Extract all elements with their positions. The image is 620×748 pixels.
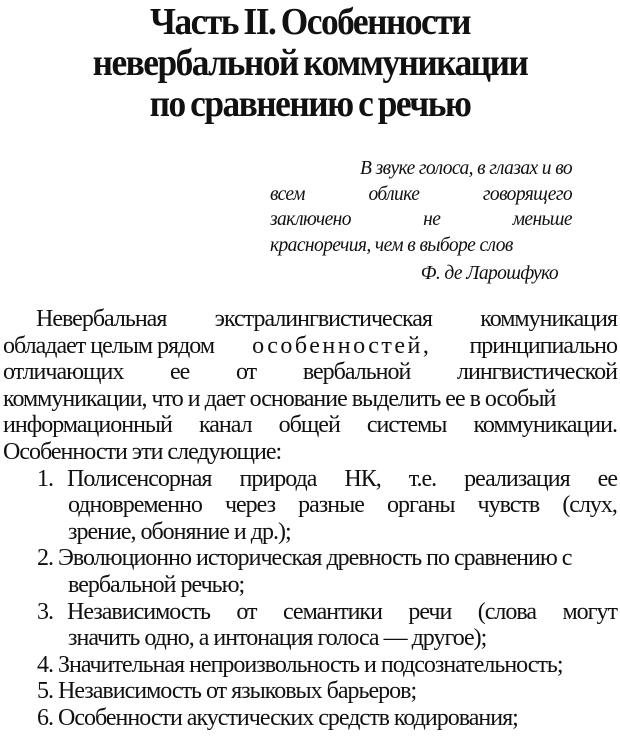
word: ее — [170, 359, 190, 386]
word: Невербальная — [36, 306, 167, 332]
epigraph-word: всем — [270, 183, 305, 205]
word: через — [224, 492, 276, 519]
epigraph-word: не — [423, 209, 441, 230]
word: чувств — [477, 492, 540, 519]
word: т.е. — [408, 465, 437, 492]
list-item-continuation — [3, 625, 617, 652]
text-segment: Особенности эти следующие: — [3, 438, 282, 465]
word: органы — [386, 492, 455, 519]
list-item-1 — [3, 466, 617, 493]
list-item-4: 4. Значительная непроизвольность и подсознательность; — [37, 651, 563, 678]
text-segment: зрение, обоняние и др.); — [68, 518, 291, 545]
text-segment: вербальной речью; — [68, 571, 245, 598]
word: лингвистической — [457, 359, 617, 386]
text-segment: коммуникации, что и дает основание выделить ее в особый — [3, 385, 556, 412]
word: разные — [298, 492, 364, 519]
word: речи — [408, 598, 452, 625]
title-line-2: невербальной коммуникации — [92, 42, 528, 84]
paragraph-line — [3, 333, 617, 360]
word: НК, — [344, 465, 381, 492]
body-text — [3, 306, 617, 732]
word: (слух, — [562, 492, 617, 519]
word: реализация — [464, 465, 570, 492]
paragraph-line — [3, 439, 617, 466]
paragraph-line — [3, 359, 617, 386]
list-number: 1. — [37, 465, 53, 492]
paragraph-line — [3, 306, 617, 333]
epigraph-word: заключено — [270, 209, 351, 230]
paragraph-line — [3, 386, 617, 413]
chapter-title — [22, 0, 599, 125]
word: (слова — [477, 598, 537, 625]
word: Независимость — [67, 598, 210, 625]
title-line-3: по сравнению с речью — [149, 83, 471, 125]
word: вербальной — [302, 359, 411, 386]
word: могут — [562, 598, 617, 625]
word: канал — [198, 412, 252, 439]
text-segment: значить одно, а интонация голоса — другое); — [68, 625, 487, 652]
word: природа — [239, 465, 317, 492]
list-item-2: 2. Эволюционно историческая древность по сравнению с — [37, 545, 572, 572]
text-segment: обладает целым рядом — [3, 332, 215, 359]
word: Полисенсорная — [67, 465, 212, 492]
list-item-first-line — [67, 599, 617, 626]
word: системы — [366, 412, 447, 439]
epigraph-text: В звуке голоса, в глазах и во — [360, 158, 572, 179]
list-item-5: 5. Независимость от языковых барьеров; — [37, 678, 417, 705]
paragraph-line — [3, 412, 617, 439]
title-line-1: Часть II. Особенности — [150, 1, 470, 43]
word: коммуникации. — [473, 412, 617, 439]
text-segment: принципиально — [469, 332, 617, 359]
word: семантики — [282, 598, 382, 625]
epigraph-line-3 — [270, 207, 572, 233]
epigraph-word: говорящего — [482, 183, 572, 205]
word: от — [236, 359, 257, 386]
word: коммуникация — [480, 306, 617, 332]
epigraph-line-1 — [270, 156, 572, 182]
epigraph-author: Ф. де Ларошфуко — [420, 263, 558, 284]
word: от — [236, 598, 257, 625]
list-item-3 — [3, 599, 617, 626]
word: одновременно — [68, 492, 202, 519]
word: отличающих — [3, 359, 124, 386]
list-item-continuation — [3, 519, 617, 546]
word: общей — [278, 412, 340, 439]
list-item-continuation — [3, 492, 617, 519]
epigraph-word: облике — [368, 183, 420, 205]
list-item-first-line — [67, 466, 617, 493]
emphasized-word: особенностей, — [252, 332, 432, 359]
epigraph-word: меньше — [512, 209, 572, 230]
epigraph-text: красноречия, чем в выборе слов — [270, 234, 513, 256]
epigraph — [270, 156, 572, 287]
word: информационный — [3, 412, 172, 439]
list-item-continuation — [3, 572, 617, 599]
list-number: 3. — [37, 598, 53, 625]
epigraph-line-4 — [270, 233, 572, 259]
word: экстралингвистическая — [214, 306, 432, 332]
epigraph-line-2 — [270, 182, 572, 208]
word: ее — [597, 465, 617, 492]
list-item-6: 6. Особенности акустических средств кодирования; — [37, 704, 518, 731]
